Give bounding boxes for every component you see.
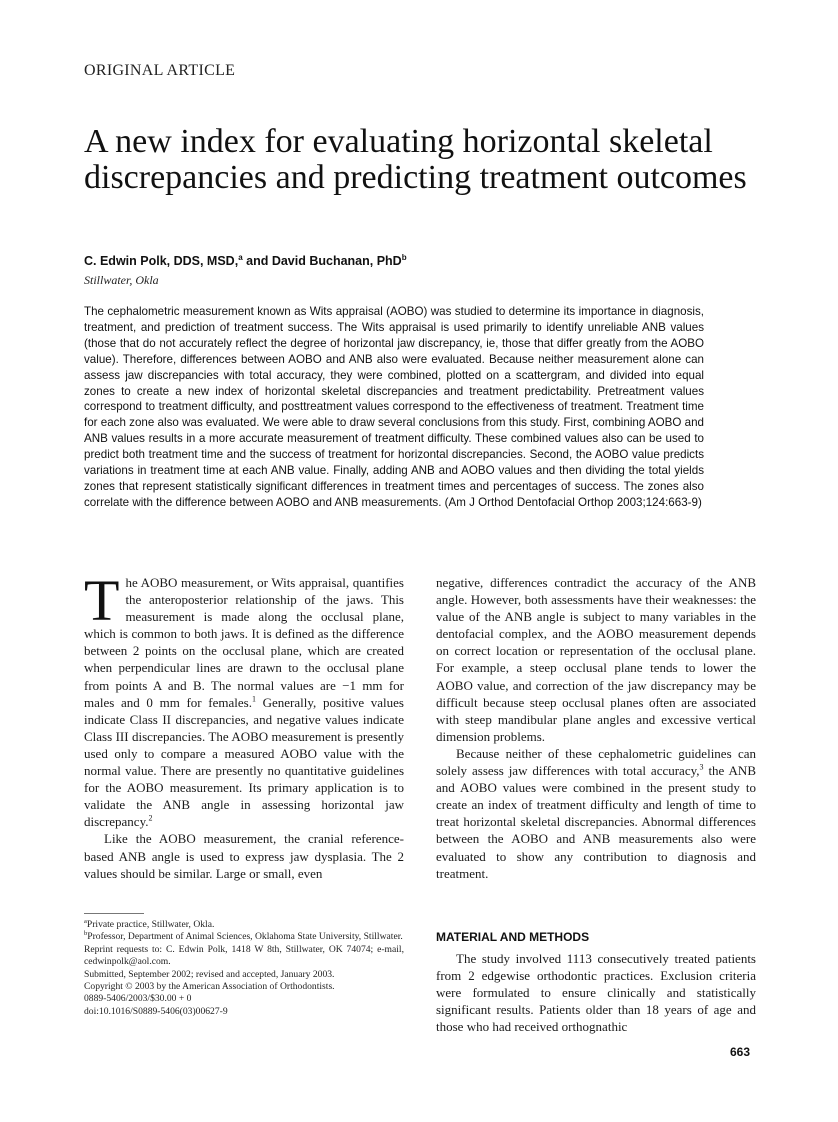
author-polk: C. Edwin Polk, DDS, MSD, xyxy=(84,254,239,268)
footnote-b-text: Professor, Department of Animal Sciences, Oklahoma State University, Stillwater. xyxy=(87,931,403,943)
footnote-issn: 0889-5406/2003/$30.00 + 0 xyxy=(84,993,192,1005)
intro-text-1a: he AOBO measurement, or Wits appraisal, quantifies the anteroposterior relationship of the jaws. This measurement is made along the occlusal plane, which is common to both jaws. It is defined as the difference between 2 points on the occlusal plane, which are created when perpendicular lines are drawn to the occlusal plane from points A and B. The normal values are −1 mm for males and 0 mm for females. xyxy=(84,575,404,710)
intro-paragraph-2: Like the AOBO measurement, the cranial reference-based ANB angle is used to express jaw dysplasia. The 2 values should be similar. Large or small, even xyxy=(84,831,404,881)
author-line xyxy=(84,254,407,268)
author-conjunction: and xyxy=(242,254,272,268)
footnote-a-text: Private practice, Stillwater, Okla. xyxy=(86,919,215,930)
reference-1: 1 xyxy=(251,694,256,704)
article-title: A new index for evaluating horizontal skeletal discrepancies and predicting treatment outcomes xyxy=(84,123,747,196)
methods-heading: MATERIAL AND METHODS xyxy=(436,930,590,944)
page-number: 663 xyxy=(730,1045,751,1059)
author-buchanan: David Buchanan, PhD xyxy=(271,254,402,268)
author-location: Stillwater, Okla xyxy=(84,273,159,287)
footnote-a-marker: a xyxy=(84,917,87,925)
intro-text-1b: Generally, positive values indicate Class II discrepancies, and negative values indicate Class III discrepancies. The AOBO measurement is presently used only to compare a measured AOBO value with the normal value. There are presently no quantitative guidelines for the AOBO measurement. Its primary application is to validate the ANB angle in assessing horizontal jaw discrepancy. xyxy=(84,694,404,830)
footnote-doi: doi:10.1016/S0889-5406(03)00627-9 xyxy=(84,1005,228,1017)
footnote-b xyxy=(84,931,404,943)
footnote-submitted: Submitted, September 2002; revised and accepted, January 2003. xyxy=(84,968,335,980)
drop-cap: T xyxy=(84,568,120,633)
abstract: The cephalometric measurement known as Wits appraisal (AOBO) was studied to determine its importance in diagnosis, treatment, and prediction of treatment success. The Wits appraisal is used primarily to identify unreliable ANB values (those that do not accurately reflect the degree of horizontal jaw discrepancy, ie, those that differ greatly from the AOBO value). Therefore, differences between AOBO and ANB also were evaluated. Because neither measurement alone can assess jaw discrepancies with total accuracy, they were combined, plotted on a scattergram, and divided into equal zones to create a new index of horizontal skeletal discrepancies and treatment predictability. Pretreatment values correspond to treatment difficulty, and posttreatment values correspond to the effectiveness of treatment. Treatment time for each zone also was evaluated. We were able to draw several conclusions from this study. First, combining AOBO and ANB values results in a more accurate measurement of treatment difficulty. These combined values also can be used to predict both treatment time and the success of treatment for horizontal discrepancies. Second, the AOBO value predicts variations in treatment time at each ANB value. Finally, adding ANB and AOBO values and then dividing the total yields zones that represent statistically significant differences in treatment times and percentages of success. The zones also correlate with the difference between AOBO and ANB measurements. (Am J Orthod Dentofacial Orthop 2003;124:663-9) xyxy=(84,305,704,509)
body-column-right xyxy=(436,574,756,882)
body-column-left xyxy=(84,568,404,882)
author-affil-b: b xyxy=(401,252,407,262)
intro-paragraph-1 xyxy=(84,568,404,830)
reference-3: 3 xyxy=(699,762,704,772)
footnote-a xyxy=(84,919,404,931)
footnote-divider xyxy=(84,913,144,914)
section-label: ORIGINAL ARTICLE xyxy=(84,62,236,79)
footnote-b-marker: b xyxy=(84,930,88,938)
intro-text-4a: Because neither of these cephalometric guidelines can solely assess jaw differences with total accuracy, xyxy=(436,745,756,779)
footnote-copyright: Copyright © 2003 by the American Association of Orthodontists. xyxy=(84,981,335,993)
methods-paragraph: The study involved 1113 consecutively treated patients from 2 edgewise orthodontic practices. Exclusion criteria were formulated to ensure clinically and statistically significant results. Patients older than 18 years of age and those who had received orthognathic xyxy=(436,951,756,1035)
intro-paragraph-3: negative, differences contradict the accuracy of the ANB angle. However, both assessments have their weaknesses: the value of the ANB angle is subject to many variables in the dentofacial complex, and the AOBO measurement depends on correct location or representation of the occlusal plane. For example, a steep occlusal plane tends to lower the AOBO value, and correction of the jaw discrepancy may be difficult because steep occlusal planes often are associated with steep mandibular plane angles and excessive vertical dimension problems. xyxy=(436,575,756,744)
author-affil-a: a xyxy=(238,252,243,262)
intro-text-4b: the ANB and AOBO values were combined in the present study to create an index of treatment difficulty and length of time to treat horizontal skeletal discrepancies. Abnormal differences between the AOBO and ANB measurements also were evaluated to show any contribution to diagnosis and treatment. xyxy=(436,763,756,881)
intro-paragraph-4 xyxy=(436,745,756,882)
reference-2: 2 xyxy=(148,813,153,823)
footnotes xyxy=(84,919,404,1018)
footnote-reprint: Reprint requests to: C. Edwin Polk, 1418 W 8th, Stillwater, OK 74074; e-mail, cedwinpolk@aol.com. xyxy=(84,943,404,968)
